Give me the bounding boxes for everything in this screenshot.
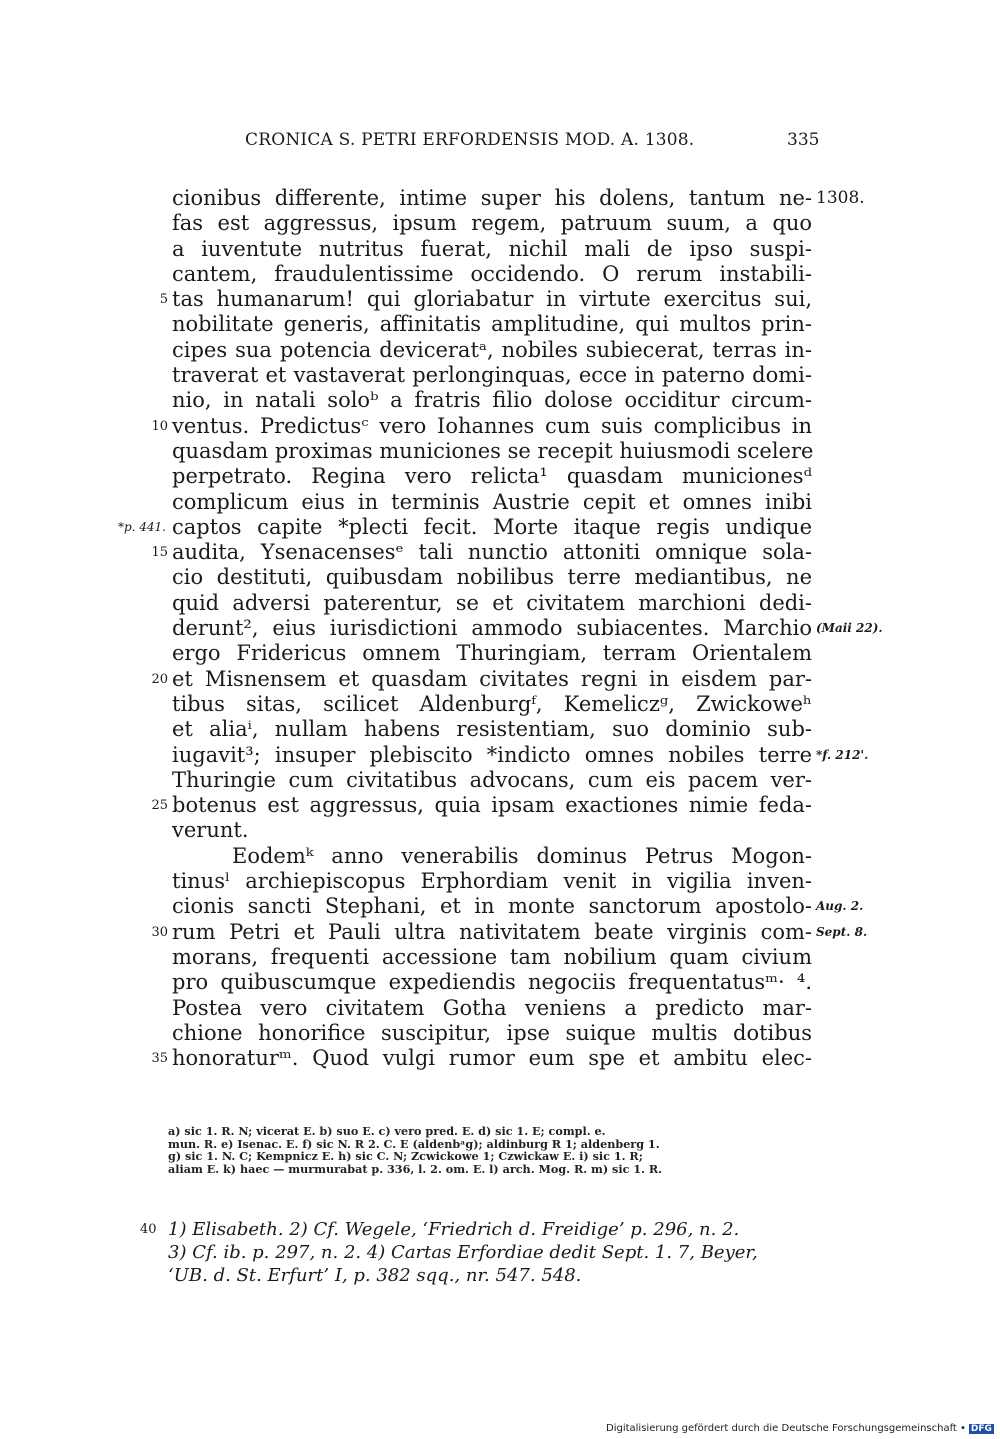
- right-margin-note: *f. 212'.: [816, 747, 869, 762]
- line-text: derunt², eius iurisdictioni ammodo subiacentes. Marchio: [172, 616, 812, 641]
- line-number: 35: [151, 1051, 168, 1067]
- right-margin-note: Sept. 8.: [816, 924, 868, 939]
- footnote-line: a) sic 1. R. N; vicerat E. b) suo E. c) vero pred. E. d) sic 1. E; compl. e.: [168, 1124, 606, 1138]
- line-text: ergo Fridericus omnem Thuringiam, terram Orientalem: [172, 641, 812, 666]
- line-text: botenus est aggressus, quia ipsam exactiones nimie feda-: [172, 793, 812, 818]
- line-text: et aliaⁱ, nullam habens resistentiam, suo dominio sub-: [172, 717, 812, 742]
- text-line: [172, 742, 869, 768]
- line-number: 15: [151, 545, 168, 561]
- line-text: et Misnensem et quasdam civitates regni in eisdem par-: [172, 666, 812, 691]
- text-line: [172, 338, 812, 363]
- text-line: [172, 616, 883, 641]
- text-line: [151, 1046, 812, 1071]
- line-text: cantem, fraudulentissime occidendo. O rerum instabili-: [172, 261, 812, 286]
- text-line: [172, 363, 812, 388]
- line-text: rum Petri et Pauli ultra nativitatem beate virginis com-: [172, 919, 812, 944]
- text-line: [172, 692, 812, 717]
- right-margin-note: 1308.: [816, 188, 865, 208]
- left-margin-note: *p. 441.: [117, 519, 166, 534]
- line-text: ventus. Predictusᶜ vero Iohannes cum suis complicibus in: [172, 413, 812, 438]
- line-number: 25: [151, 798, 168, 814]
- commentary-notes: [140, 1218, 828, 1287]
- note-text: 1) Elisabeth. 2) Cf. Wegele, ‘Friedrich d. Freidige’ p. 296, n. 2.: [168, 1219, 740, 1240]
- line-text: cionis sancti Stephani, et in monte sanctorum apostolo-: [172, 894, 812, 919]
- text-line: [172, 869, 812, 894]
- line-text: verunt.: [172, 818, 249, 843]
- line-text: captos capite *plecti fecit. Morte itaque regis undique: [172, 514, 812, 539]
- line-text: traverat et vastaverat perlonginquas, ecce in paterno domi-: [172, 363, 812, 388]
- line-text: tibus sitas, scilicet Aldenburgᶠ, Kemeliczᵍ, Zwickoweʰ: [172, 691, 812, 716]
- line-text: complicum eius in terminis Austrie cepit et omnes inibi: [172, 489, 812, 514]
- text-line: [172, 768, 812, 793]
- credit-text: Digitalisierung gefördert durch die Deutsche Forschungsgemeinschaft •: [606, 1423, 966, 1434]
- text-line: [172, 970, 812, 995]
- note-text: ‘UB. d. St. Erfurt’ I, p. 382 sqq., nr. 547. 548.: [168, 1265, 582, 1286]
- line-number: 40: [140, 1222, 157, 1237]
- line-text: pro quibuscumque expediendis negociis frequentatusᵐ· ⁴.: [172, 970, 812, 995]
- running-header: CRONICA S. PETRI ERFORDENSIS MOD. A. 1308.: [245, 130, 695, 150]
- line-text: Thuringie cum civitatibus advocans, cum eis pacem ver-: [172, 767, 812, 792]
- text-line: [172, 237, 812, 262]
- text-line: [151, 413, 812, 439]
- line-text: honoraturᵐ. Quod vulgi rumor eum spe et ambitu elec-: [172, 1046, 812, 1071]
- text-line: [172, 439, 812, 464]
- line-text: fas est aggressus, ipsum regem, patruum suum, a quo: [172, 211, 812, 236]
- line-number: 30: [151, 924, 168, 940]
- text-line: [172, 565, 812, 590]
- line-text: tas humanarum! qui gloriabatur in virtute exercitus sui,: [172, 287, 812, 312]
- footnote-line: aliam E. k) haec — murmurabat p. 336, l. 2. om. E. l) arch. Mog. R. m) sic 1. R.: [168, 1161, 663, 1176]
- digitization-credit: [606, 1423, 994, 1434]
- text-line: [172, 844, 812, 869]
- text-line: [172, 945, 812, 970]
- text-line: [172, 717, 812, 742]
- text-line: [172, 186, 865, 211]
- text-line: [172, 312, 812, 337]
- line-number: 5: [159, 292, 168, 308]
- note-line: [140, 1218, 828, 1241]
- text-line: [172, 818, 812, 843]
- line-text: cipes sua potencia deviceratᵃ, nobiles subiecerat, terras in-: [172, 337, 812, 362]
- main-text: [117, 186, 883, 1071]
- text-line: [172, 388, 812, 413]
- page-number: 335: [787, 130, 820, 150]
- line-text: quid adversi paterentur, se et civitatem marchioni dedi-: [172, 590, 812, 615]
- text-line: [172, 996, 812, 1021]
- text-line: [172, 211, 812, 236]
- text-line: [172, 591, 812, 616]
- note-line: [168, 1241, 828, 1264]
- line-text: chione honorifice suscipitur, ipse suique multis dotibus: [172, 1020, 812, 1045]
- right-margin-note: (Maii 22).: [816, 621, 883, 636]
- text-line: [172, 1021, 812, 1046]
- line-text: quasdam proximas municiones se recepit huiusmodi scelere: [172, 438, 814, 463]
- text-line: [172, 641, 812, 666]
- line-text: perpetrato. Regina vero relicta¹ quasdam municionesᵈ: [172, 464, 812, 489]
- line-text: morans, frequenti accessione tam nobilium quam civium: [172, 944, 812, 969]
- right-margin-note: Aug. 2.: [816, 899, 864, 914]
- line-number: 10: [151, 418, 168, 434]
- footnote-line: g) sic 1. N. C; Kempnicz E. h) sic C. N; Zcwickowe 1; Czwickaw E. i) sic 1. R;: [168, 1149, 643, 1164]
- text-line: [172, 490, 812, 515]
- line-text: iugavit³; insuper plebiscito *indicto omnes nobiles terre: [172, 742, 812, 767]
- line-text: audita, Ysenacensesᵉ tali nunctio attoniti omnique sola-: [172, 540, 812, 565]
- text-line: [151, 540, 812, 565]
- line-text: nobilitate generis, affinitatis amplitudine, qui multos prin-: [172, 312, 812, 337]
- text-line: [172, 894, 864, 919]
- line-number: 20: [151, 671, 168, 687]
- line-text: nio, in natali soloᵇ a fratris filio dolose occiditur circum-: [172, 388, 812, 413]
- line-text: cionibus differente, intime super his dolens, tantum ne-: [172, 186, 812, 210]
- dfg-logo: DFG: [970, 1424, 992, 1434]
- text-line: [159, 287, 812, 312]
- note-line: [168, 1264, 828, 1287]
- text-line: [151, 666, 812, 692]
- line-text: Eodemᵏ anno venerabilis dominus Petrus Mogon-: [232, 843, 812, 868]
- line-text: Postea vero civitatem Gotha veniens a predicto mar-: [172, 995, 812, 1020]
- text-line: [151, 793, 812, 818]
- critical-apparatus: [168, 1125, 808, 1175]
- text-line: [151, 919, 868, 945]
- line-text: cio destituti, quibusdam nobilibus terre mediantibus, ne: [172, 565, 812, 590]
- text-line: [172, 464, 812, 489]
- text-line: [117, 514, 812, 540]
- text-line: [172, 262, 812, 287]
- line-text: tinusˡ archiepiscopus Erphordiam venit in vigilia inven-: [172, 869, 812, 894]
- line-text: a iuventute nutritus fuerat, nichil mali de ipso suspi-: [172, 236, 812, 261]
- footnote-line: mun. R. e) Isenac. E. f) sic N. R 2. C. E (aldenbᵃg); aldinburg R 1; aldenberg 1.: [168, 1136, 660, 1151]
- note-text: 3) Cf. ib. p. 297, n. 2. 4) Cartas Erfordiae dedit Sept. 1. 7, Beyer,: [168, 1242, 758, 1263]
